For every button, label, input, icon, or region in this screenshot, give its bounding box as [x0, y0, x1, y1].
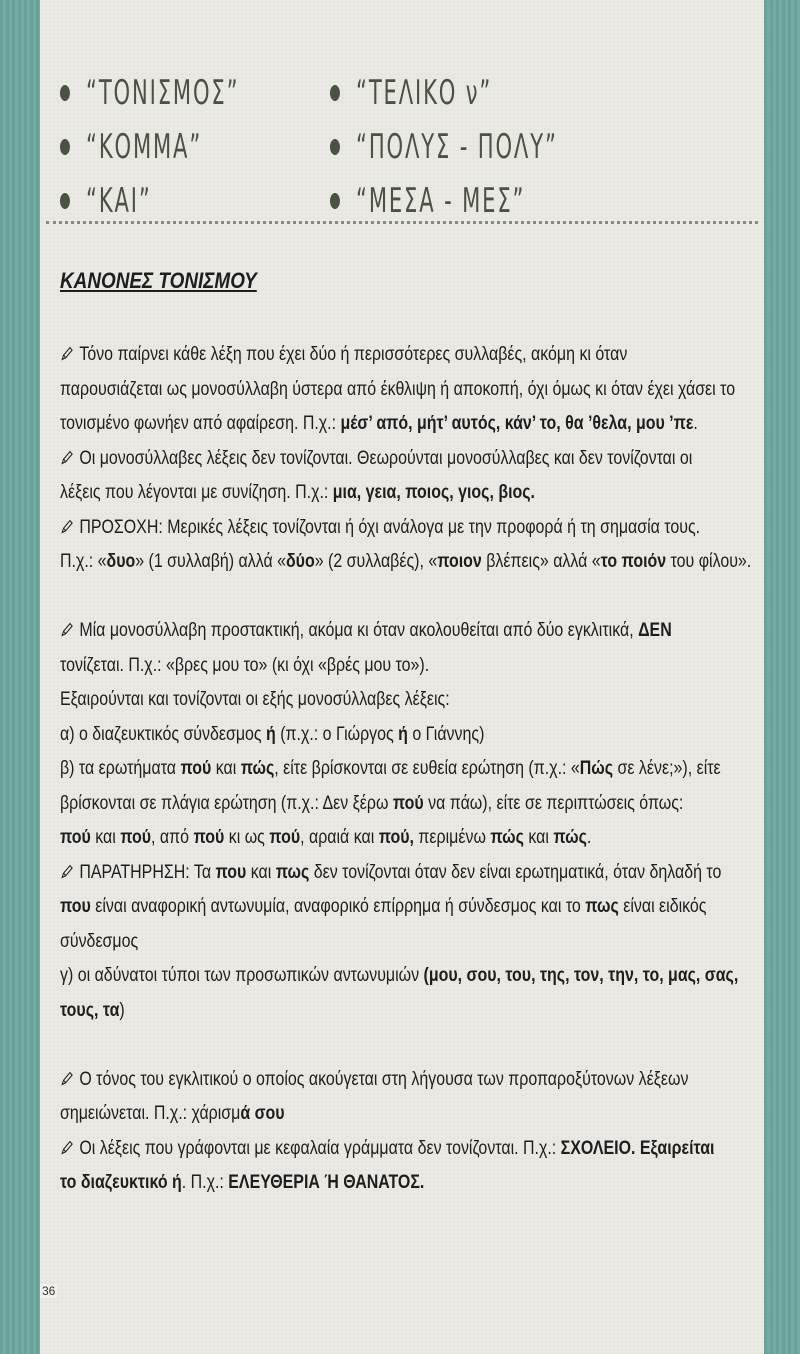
topic-label: “ΤΟΝΙΣΜΟΣ” — [86, 73, 240, 113]
pencil-icon — [60, 621, 74, 638]
topic-label: “ΚΟΜΜΑ” — [86, 127, 203, 167]
topic-column-right — [330, 66, 697, 228]
example-bold: τους, τα — [60, 999, 120, 1021]
topic-label: “ΜΕΣΑ - ΜΕΣ” — [356, 181, 526, 221]
text: α) ο διαζευκτικός σύνδεσμος — [60, 723, 267, 745]
example-bold: πώς — [490, 827, 524, 848]
right-border — [764, 0, 800, 1354]
rule-paragraph — [60, 511, 756, 546]
text: Εξαιρούνται και τονίζονται οι εξής μονοσύλλαβες λέξεις: — [60, 689, 450, 710]
bullet-icon — [60, 85, 70, 101]
topic-label: “ΚΑΙ” — [86, 181, 152, 221]
text-line — [60, 994, 756, 1029]
example-bold: πού — [392, 792, 424, 814]
rule-paragraph — [60, 1132, 756, 1167]
text-line — [60, 925, 756, 960]
text: σημειώνεται. Π.χ.: χάρισμ — [60, 1103, 241, 1124]
text: β) τα ερωτήματα — [60, 758, 181, 779]
text-line — [60, 407, 756, 442]
example-bold: δύο — [285, 551, 315, 572]
left-border — [0, 0, 40, 1354]
rules-text — [60, 338, 756, 1201]
text: τονισμένο φωνήεν από αφαίρεση. Π.χ.: — [60, 413, 341, 434]
example-bold: ΔΕΝ — [638, 620, 672, 641]
text: είναι ειδικός — [618, 896, 707, 917]
text: παρουσιάζεται ως μονοσύλλαβη ύστερα από έκθλιψη ή αποκοπή, όχι όμως κι όταν έχει χάσει το — [60, 378, 736, 400]
text-line — [60, 959, 756, 994]
text: , από — [151, 827, 194, 848]
text: βλέπεις» αλλά « — [481, 551, 601, 572]
text: . — [586, 827, 592, 848]
text: σε λένε;»), είτε — [613, 758, 721, 779]
topic-item — [60, 66, 239, 120]
pencil-icon — [60, 1139, 74, 1156]
example-bold: πού — [120, 827, 152, 848]
bullet-icon — [330, 139, 340, 155]
pencil-icon — [60, 1070, 74, 1087]
text: Π.χ.: « — [60, 551, 107, 572]
text: Οι λέξεις που γράφονται με κεφαλαία γράμματα δεν τονίζονται. Π.χ.: — [79, 1137, 561, 1159]
example-bold: πού — [180, 758, 212, 779]
example-bold: πώς — [553, 827, 587, 848]
example-bold: πού — [193, 827, 225, 848]
text: και — [523, 827, 554, 848]
example-bold: Πώς — [579, 758, 614, 779]
example-bold: πως — [275, 861, 310, 883]
rule-paragraph — [60, 856, 756, 891]
example-bold: πού — [269, 827, 301, 848]
text: » (1 συλλαβή) αλλά « — [135, 551, 286, 572]
example-bold: που — [60, 896, 91, 917]
topic-item — [60, 174, 239, 228]
rule-paragraph — [60, 614, 756, 649]
text-line — [60, 752, 756, 787]
bullet-icon — [60, 139, 70, 155]
example-bold: που — [215, 861, 247, 883]
example-bold: το διαζευκτικό ή — [60, 1172, 182, 1193]
example-bold: ή — [266, 723, 276, 745]
example-bold: ποιον — [437, 551, 482, 572]
text: ΠΡΟΣΟΧΗ: Μερικές λέξεις τονίζονται ή όχι ανάλογα με την προφορά ή τη σημασία τους. — [79, 516, 701, 538]
example-bold: δυο — [106, 551, 136, 572]
text: τονίζεται. Π.χ.: «βρες μου το» (κι όχι «βρές μου το»). — [60, 654, 430, 676]
example-bold: πώς — [240, 758, 275, 779]
text: ΠΑΡΑΤΗΡΗΣΗ: Τα — [79, 861, 216, 883]
example-bold: ΣΧΟΛΕΙΟ. Εξαιρείται — [560, 1137, 715, 1159]
text: και — [90, 827, 121, 848]
text-line — [60, 476, 756, 511]
text: του φίλου». — [666, 551, 752, 572]
bullet-icon — [60, 193, 70, 209]
text: Μία μονοσύλλαβη προστακτική, ακόμα κι όταν ακολουθείται από δύο εγκλιτικά, — [79, 620, 639, 641]
text: περιμένω — [413, 827, 491, 848]
text: Ο τόνος του εγκλιτικού ο οποίος ακούγεται στη λήγουσα των προπαροξύτονων λέξεων — [79, 1068, 689, 1090]
text: Τόνο παίρνει κάθε λέξη που έχει δύο ή περισσότερες συλλαβές, ακόμη κι όταν — [79, 344, 628, 365]
page-number: 36 — [42, 1284, 56, 1298]
topic-column-left — [60, 66, 349, 228]
text: και — [211, 758, 241, 779]
text: , αραιά και — [300, 827, 379, 848]
text: βρίσκονται σε πλάγια ερώτηση (π.χ.: Δεν ξέρω — [60, 792, 393, 814]
topic-item — [330, 120, 558, 174]
text: . — [693, 413, 698, 434]
text: » (2 συλλαβές), « — [314, 551, 438, 572]
topic-item — [60, 120, 239, 174]
rule-paragraph — [60, 338, 756, 373]
example-bold: πού, — [378, 827, 414, 848]
pencil-icon — [60, 518, 74, 535]
topic-item — [330, 66, 558, 120]
pencil-icon — [60, 863, 74, 880]
text: . Π.χ.: — [181, 1172, 229, 1193]
text: και — [246, 861, 276, 883]
section-heading: ΚΑΝΟΝΕΣ ΤΟΝΙΣΜΟΥ — [60, 268, 257, 293]
pencil-icon — [60, 449, 74, 466]
pencil-icon — [60, 345, 74, 362]
topic-label: “ΤΕΛΙΚΟ ν” — [356, 73, 493, 113]
text-line — [60, 821, 756, 856]
rule-paragraph — [60, 442, 756, 477]
topic-label: “ΠΟΛΥΣ - ΠΟΛΥ” — [356, 127, 558, 167]
topic-item — [330, 174, 558, 228]
example-bold: πως — [585, 896, 619, 917]
text-line — [60, 890, 756, 925]
text: , είτε βρίσκονται σε ευθεία ερώτηση (π.χ.: « — [274, 758, 580, 779]
page — [40, 0, 764, 1354]
text-line — [60, 787, 756, 822]
text-line — [60, 649, 756, 684]
example-bold: το ποιόν — [600, 551, 667, 572]
text-line — [60, 545, 756, 580]
example-bold: μέσ’ από, μήτ’ αυτός, κάν’ το, θα ’θελα, μου ’πε — [340, 413, 694, 434]
example-bold: πού — [60, 827, 91, 848]
text: δεν τονίζονται όταν δεν είναι ερωτηματικά, όταν δηλαδή το — [309, 861, 722, 883]
text-line — [60, 718, 756, 753]
text: ο Γιάννης) — [407, 723, 485, 745]
text: ) — [119, 999, 125, 1021]
dotted-divider — [46, 221, 758, 224]
text: σύνδεσμος — [60, 930, 139, 952]
text: να πάω), είτε σε περιπτώσεις όπως: — [423, 792, 684, 814]
text-line — [60, 1166, 756, 1201]
example-bold: μια, γεια, ποιος, γιος, βιος. — [332, 482, 536, 503]
text-line — [60, 683, 756, 718]
bullet-icon — [330, 193, 340, 209]
text: Οι μονοσύλλαβες λέξεις δεν τονίζονται. Θεωρούνται μονοσύλλαβες και δεν τονίζονται οι — [79, 447, 693, 469]
example-bold: (μου, σου, του, της, τον, την, το, μας, σας, — [423, 965, 739, 986]
text-line — [60, 373, 756, 408]
rule-paragraph — [60, 1063, 756, 1098]
example-bold: ΕΛΕΥΘΕΡΙΑ Ή ΘΑΝΑΤΟΣ. — [228, 1172, 425, 1193]
example-bold: ή — [398, 723, 408, 745]
text-line — [60, 1097, 756, 1132]
example-bold: ά σου — [240, 1103, 285, 1124]
text: λέξεις που λέγονται με συνίζηση. Π.χ.: — [60, 482, 333, 503]
text: κι ως — [224, 827, 270, 848]
text: γ) οι αδύνατοι τύποι των προσωπικών αντωνυμιών — [60, 965, 424, 986]
text: είναι αναφορική αντωνυμία, αναφορικό επίρρημα ή σύνδεσμος και το — [90, 896, 586, 917]
text: (π.χ.: ο Γιώργος — [275, 723, 399, 745]
bullet-icon — [330, 85, 340, 101]
